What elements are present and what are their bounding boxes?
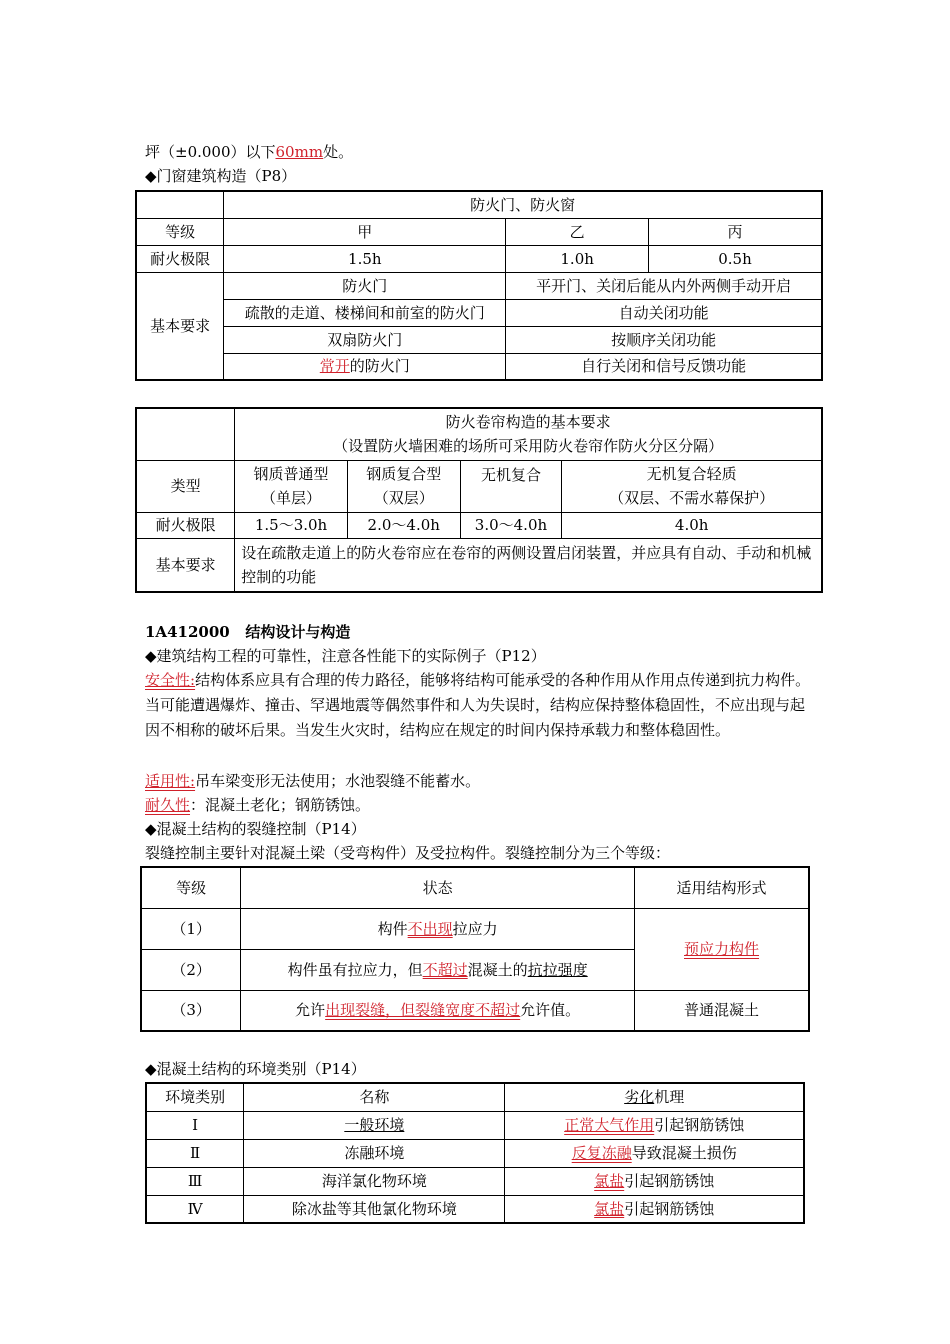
durability-line — [145, 795, 370, 815]
type-label: 类型 — [136, 460, 235, 512]
crack-header: 适用结构形式 — [635, 867, 809, 908]
durability-label: 耐久性 — [145, 796, 191, 814]
intro-red-value: 60mm — [275, 143, 324, 161]
env-mech-red: 反复冻融 — [571, 1144, 632, 1162]
grade-b: 乙 — [506, 218, 649, 245]
type-name: 无机复合 — [480, 465, 541, 484]
shutter-title-sub: （设置防火墙困难的场所可采用防火卷帘作防火分区分隔） — [333, 437, 724, 456]
shutter-rating: 3.0～4.0h — [460, 512, 562, 538]
env-mech-red: 氯盐 — [594, 1172, 625, 1190]
env-header-ul: 劣化 — [624, 1088, 655, 1107]
crack-intro: 裂缝控制主要针对混凝土梁（受弯构件）及受拉构件。裂缝控制分为三个等级： — [145, 844, 671, 862]
req-left — [224, 353, 506, 380]
env-cat: Ⅰ — [146, 1111, 244, 1139]
req-left: 防火门 — [224, 272, 506, 299]
type-sub: （单层） — [261, 489, 322, 507]
env-name — [244, 1111, 505, 1139]
crack-state — [241, 990, 635, 1031]
env-mech-rest: 引起钢筋锈蚀 — [624, 1199, 715, 1218]
durability-text: ：混凝土老化；钢筋锈蚀。 — [190, 796, 371, 814]
intro-text: 坪（±0.000）以下 — [145, 143, 276, 161]
crack-table — [140, 866, 810, 1032]
table-cell-empty — [136, 191, 224, 218]
rating-a: 1.5h — [224, 245, 506, 272]
crack-header: 等级 — [141, 867, 241, 908]
state-text: 构件虽有拉应力，但 — [287, 960, 423, 979]
type-sub: （双层） — [373, 489, 434, 507]
section-code: 1A412000 — [145, 623, 230, 641]
state-text: 混凝土的 — [467, 960, 528, 979]
state-text: 拉应力 — [452, 919, 498, 938]
req-left-rest: 的防火门 — [349, 357, 410, 376]
shutter-req-text: 设在疏散走道上的防火卷帘应在卷帘的两侧设置启闭装置，并应具有自动、手动和机械控制的功能 — [235, 538, 822, 592]
usability-line — [145, 771, 480, 791]
req-right: 自动关闭功能 — [506, 299, 822, 326]
door-heading: ◆门窗建筑构造（P8） — [145, 167, 297, 185]
type-cell — [235, 460, 348, 512]
safety-label: 安全性: — [145, 671, 196, 689]
type-sub: （双层、不需水幕保护） — [609, 489, 775, 507]
env-header-rest: 机理 — [654, 1088, 685, 1107]
shutter-req-label: 基本要求 — [136, 538, 235, 592]
intro-line — [145, 142, 353, 162]
req-left-red: 常开 — [319, 357, 350, 376]
req-right: 自行关闭和信号反馈功能 — [506, 353, 822, 380]
grade-label: 等级 — [136, 218, 224, 245]
req-left: 疏散的走道、楼梯间和前室的防火门 — [224, 299, 506, 326]
grade-c: 丙 — [648, 218, 822, 245]
req-right: 按顺序关闭功能 — [506, 326, 822, 353]
crack-form-prestressed — [635, 908, 809, 990]
type-cell — [347, 460, 460, 512]
rating-c: 0.5h — [648, 245, 822, 272]
intro-suffix: 处。 — [323, 143, 354, 161]
table-cell-empty — [136, 408, 235, 460]
env-table — [145, 1082, 805, 1224]
shutter-table — [135, 407, 823, 593]
section-title: 结构设计与构造 — [245, 623, 351, 641]
env-name: 冻融环境 — [244, 1139, 505, 1167]
env-mech — [505, 1167, 804, 1195]
type-name: 钢质普通型 — [253, 465, 329, 483]
env-name: 除冰盐等其他氯化物环境 — [244, 1195, 505, 1223]
env-mech — [505, 1195, 804, 1223]
type-cell — [562, 460, 822, 512]
env-mech — [505, 1111, 804, 1139]
usability-label: 适用性: — [145, 772, 196, 790]
section-heading — [145, 622, 350, 642]
env-name-text: 一般环境 — [344, 1116, 405, 1134]
crack-state — [241, 908, 635, 949]
type-name: 无机复合轻质 — [646, 465, 737, 483]
env-header: 环境类别 — [146, 1083, 244, 1111]
usability-text: 吊车梁变形无法使用；水池裂缝不能蓄水。 — [195, 772, 481, 790]
shutter-title-main: 防火卷帘构造的基本要求 — [445, 413, 611, 432]
fire-door-table — [135, 190, 823, 381]
shutter-rating: 4.0h — [562, 512, 822, 538]
safety-text: 结构体系应具有合理的传力路径，能够将结构可能承受的各种作用从作用点传递到抗力构件。当可能遭遇爆炸、撞击、罕遇地震等偶然事件和人为失误时，结构应保持整体稳固性，不应出现与起因不相称的破坏后果。当发生火灾时，结构应在规定的时间内保持承载力和整体稳固性。 — [145, 671, 811, 739]
grade-a: 甲 — [224, 218, 506, 245]
env-mech-rest: 导致混凝土损伤 — [631, 1144, 737, 1162]
state-text: 允许 — [295, 1001, 326, 1020]
form-prestressed: 预应力构件 — [684, 940, 760, 958]
type-name: 钢质复合型 — [366, 465, 442, 483]
env-mech-rest: 引起钢筋锈蚀 — [624, 1172, 715, 1190]
env-header: 名称 — [244, 1083, 505, 1111]
shutter-title — [235, 408, 822, 460]
env-mech-rest: 引起钢筋锈蚀 — [654, 1116, 745, 1134]
shutter-rating: 2.0～4.0h — [347, 512, 460, 538]
state-text: 构件 — [377, 919, 408, 938]
crack-grade: （1） — [141, 908, 241, 949]
type-cell — [460, 460, 562, 512]
reliability-heading: ◆建筑结构工程的可靠性，注意各性能下的实际例子（P12） — [145, 647, 546, 665]
crack-grade: （3） — [141, 990, 241, 1031]
env-heading: ◆混凝土结构的环境类别（P14） — [145, 1060, 366, 1078]
state-underlined: 抗拉强度 — [527, 960, 588, 979]
env-mech — [505, 1139, 804, 1167]
env-mech-red: 氯盐 — [594, 1199, 625, 1218]
crack-form-normal: 普通混凝土 — [635, 990, 809, 1031]
state-text: 允许值。 — [520, 1001, 581, 1020]
rating-label: 耐火极限 — [136, 245, 224, 272]
env-header — [505, 1083, 804, 1111]
state-red: 不超过 — [422, 960, 468, 979]
rating-b: 1.0h — [506, 245, 649, 272]
env-mech-red: 正常大气作用 — [564, 1116, 655, 1134]
safety-paragraph — [145, 668, 815, 743]
env-cat: Ⅳ — [146, 1195, 244, 1223]
env-cat: Ⅲ — [146, 1167, 244, 1195]
state-red: 不出现 — [407, 919, 453, 938]
req-right: 平开门、关闭后能从内外两侧手动开启 — [506, 272, 822, 299]
shutter-rating-label: 耐火极限 — [136, 512, 235, 538]
fire-door-title: 防火门、防火窗 — [224, 191, 822, 218]
crack-heading: ◆混凝土结构的裂缝控制（P14） — [145, 820, 366, 838]
env-cat: Ⅱ — [146, 1139, 244, 1167]
state-red: 出现裂缝，但裂缝宽度不超过 — [325, 1001, 521, 1020]
crack-grade: （2） — [141, 949, 241, 990]
crack-header: 状态 — [241, 867, 635, 908]
req-left: 双扇防火门 — [224, 326, 506, 353]
crack-state — [241, 949, 635, 990]
req-label: 基本要求 — [136, 272, 224, 380]
env-name: 海洋氯化物环境 — [244, 1167, 505, 1195]
shutter-rating: 1.5～3.0h — [235, 512, 348, 538]
